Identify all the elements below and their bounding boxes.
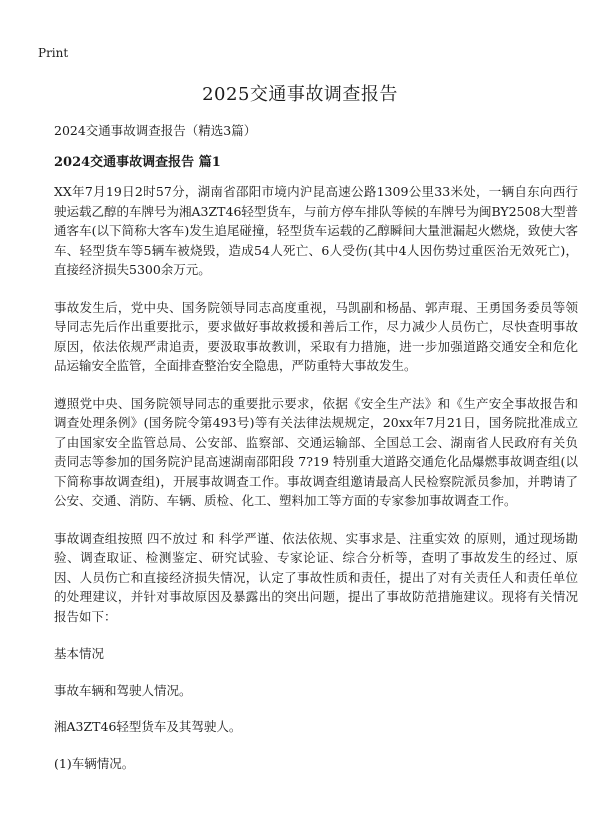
document-body xyxy=(54,182,578,790)
paragraph-investigation-team: 遵照党中央、国务院领导同志的重要批示要求，依据《安全生产法》和《生产安全事故报告和调查处理条例》(国务院令第493号)等有关法律法规规定，20xx年7月21日，国务院批准成立了由国家安全监管总局、公安部、监察部、交通运输部、全国总工会、湖南省人民政府有关负责同志等参加的国务院沪昆高速湖南邵阳段 7?19 特别重大道路交通危化品爆燃事故调查组(以下简称事故调查组)，开展事故调查工作。事故调查组邀请最高人民检察院派员参加，并聘请了公安、交通、消防、车辆、质检、化工、塑料加工等方面的专家参加事故调查工作。 xyxy=(54,395,578,508)
page-title: 2025交通事故调查报告 xyxy=(202,84,398,105)
paragraph-investigation-principles: 事故调查组按照 四不放过 和 科学严谨、依法依规、实事求是、注重实效 的原则，通过现场勘验、调查取证、检测鉴定、研究试验、专家论证、综合分析等，查明了事故发生的经过、原因、人员伤亡和直接经济损失情况，认定了事故性质和责任，提出了对有关责任人和责任单位的处理建议，并针对事故原因及暴露出的突出问题，提出了事故防范措施建议。现将有关情况报告如下： xyxy=(54,530,578,624)
heading-truck-driver: 湘A3ZT46轻型货车及其驾驶人。 xyxy=(54,719,242,734)
paragraph-leadership-response: 事故发生后，党中央、国务院领导同志高度重视，马凯副和杨晶、郭声琨、王勇国务委员等领导同志先后作出重要批示，要求做好事故救援和善后工作，尽力减少人员伤亡，尽快查明事故原因，依法依规严肃追责，要汲取事故教训，采取有力措施，进一步加强道路交通安全和危化品运输安全监管，全面排查整治安全隐患，严防重特大事故发生。 xyxy=(54,299,578,373)
print-link[interactable]: Print xyxy=(38,46,69,60)
section-heading: 2024交通事故调查报告 篇1 xyxy=(54,155,221,170)
paragraph-accident-overview: XX年7月19日2时57分，湖南省邵阳市境内沪昆高速公路1309公里33米处，一辆自东向西行驶运载乙醇的车牌号为湘A3ZT46轻型货车，与前方停车排队等候的车牌号为闽BY2508大型普通客车(以下简称大客车)发生追尾碰撞，轻型货车运载的乙醇瞬间大量泄漏起火燃烧，致使大客车、轻型货车等5辆车被烧毁，造成54人死亡、6人受伤(其中4人因伤势过重医治无效死亡)，直接经济损失5300余万元。 xyxy=(54,184,578,277)
heading-vehicle-driver: 事故车辆和驾驶人情况。 xyxy=(54,682,192,698)
heading-vehicle-condition: (1)车辆情况。 xyxy=(54,755,135,771)
document-subtitle: 2024交通事故调查报告（精选3篇） xyxy=(54,123,257,138)
heading-basic-info: 基本情况 xyxy=(54,646,105,661)
